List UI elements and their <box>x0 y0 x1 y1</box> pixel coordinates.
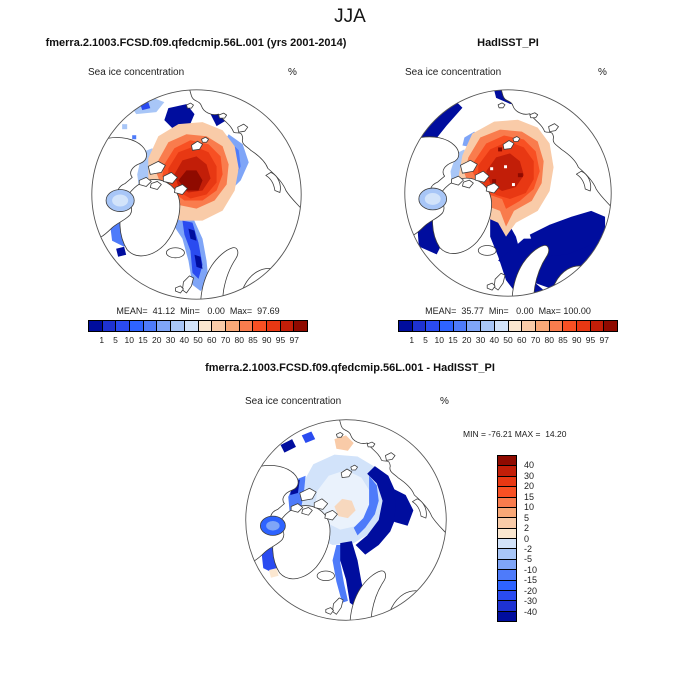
colorbar-segment <box>498 549 516 559</box>
colorbar-tick-label: 70 <box>220 335 231 345</box>
model-hudson-bay <box>106 189 134 211</box>
colorbar-tick-label: 5 <box>524 512 530 523</box>
colorbar-segment <box>550 321 564 331</box>
colorbar-segment <box>413 321 427 331</box>
colorbar-segment <box>130 321 144 331</box>
colorbar-tick-label: 40 <box>489 335 499 345</box>
colorbar-segment <box>498 456 516 466</box>
colorbar-segment <box>563 321 577 331</box>
colorbar-segment <box>577 321 591 331</box>
colorbar-tick-label: 10 <box>434 335 444 345</box>
colorbar-tick-label: 70 <box>530 335 541 345</box>
colorbar-tick-label: 50 <box>193 335 203 345</box>
colorbar-tick-label: 97 <box>599 335 609 345</box>
colorbar-tick-label: 50 <box>503 335 513 345</box>
colorbar-tick-label: 95 <box>275 335 286 345</box>
colorbar-segment <box>509 321 523 331</box>
diff-colorbar-ticks <box>524 455 550 622</box>
colorbar-tick-label: 90 <box>572 335 582 345</box>
colorbar-segment <box>171 321 185 331</box>
colorbar-tick-label: 5 <box>423 335 428 345</box>
colorbar-segment <box>240 321 254 331</box>
colorbar-tick-label: -20 <box>524 585 538 596</box>
colorbar-tick-label: 15 <box>448 335 458 345</box>
colorbar-segment <box>591 321 605 331</box>
colorbar-segment <box>281 321 295 331</box>
colorbar-segment <box>144 321 158 331</box>
colorbar-segment <box>498 487 516 497</box>
colorbar-segment <box>498 539 516 549</box>
colorbar-segment <box>103 321 117 331</box>
colorbar-segment <box>267 321 281 331</box>
model-stats: MEAN= 41.12 Min= 0.00 Max= 97.69 <box>116 306 280 316</box>
obs-stats: MEAN= 35.77 Min= 0.00 Max= 100.00 <box>425 306 591 316</box>
colorbar-tick-label: 15 <box>138 335 148 345</box>
obs-panel-title: HadISST_PI <box>477 37 539 49</box>
colorbar-tick-label: 85 <box>558 335 568 345</box>
colorbar-segment <box>426 321 440 331</box>
colorbar-segment <box>226 321 240 331</box>
model-map <box>90 88 303 301</box>
colorbar-segment <box>157 321 171 331</box>
diff-map <box>244 418 448 622</box>
colorbar-tick-label: -2 <box>524 543 533 554</box>
colorbar-segment <box>498 581 516 591</box>
colorbar-segment <box>212 321 226 331</box>
colorbar-segment <box>498 601 516 611</box>
colorbar-tick-label: -15 <box>524 575 538 586</box>
colorbar-segment <box>498 518 516 528</box>
colorbar-segment <box>498 570 516 580</box>
colorbar-tick-label: 60 <box>517 335 527 345</box>
colorbar-tick-label: -5 <box>524 554 533 565</box>
colorbar-tick-label: 20 <box>152 335 162 345</box>
diff-units-label: % <box>440 396 449 407</box>
colorbar-segment <box>89 321 103 331</box>
colorbar-tick-label: 80 <box>544 335 554 345</box>
colorbar-tick-label: 30 <box>475 335 486 345</box>
diff-field-label: Sea ice concentration <box>245 396 342 407</box>
obs-hudson-bay <box>419 188 447 210</box>
colorbar-segment <box>481 321 495 331</box>
colorbar-segment <box>498 560 516 570</box>
colorbar-tick-label: 30 <box>165 335 176 345</box>
colorbar-segment <box>495 321 509 331</box>
colorbar-segment <box>536 321 550 331</box>
model-colorbar <box>88 320 308 332</box>
obs-units-label: % <box>598 67 607 78</box>
colorbar-segment <box>294 321 307 331</box>
colorbar-segment <box>454 321 468 331</box>
colorbar-tick-label: 80 <box>234 335 244 345</box>
colorbar-segment <box>498 612 516 621</box>
diff-panel-title: fmerra.2.1003.FCSD.f09.qfedcmip.56L.001 - HadISST_PI <box>205 362 495 374</box>
colorbar-segment <box>253 321 267 331</box>
colorbar-tick-label: 95 <box>585 335 596 345</box>
colorbar-tick-label: 30 <box>524 470 535 481</box>
obs-map <box>403 88 613 298</box>
colorbar-tick-label: 90 <box>262 335 272 345</box>
diff-minmax: MIN = -76.21 MAX = 14.20 <box>463 429 567 439</box>
colorbar-tick-label: 15 <box>524 491 535 502</box>
colorbar-tick-label: -10 <box>524 564 538 575</box>
obs-colorbar-ticks <box>398 335 618 345</box>
season-title: JJA <box>334 6 366 27</box>
colorbar-tick-label: 97 <box>289 335 299 345</box>
colorbar-segment <box>498 466 516 476</box>
colorbar-segment <box>185 321 199 331</box>
model-colorbar-ticks <box>88 335 308 345</box>
colorbar-tick-label: 20 <box>462 335 472 345</box>
colorbar-tick-label: -40 <box>524 606 538 617</box>
colorbar-segment <box>399 321 413 331</box>
colorbar-tick-label: 10 <box>124 335 134 345</box>
colorbar-tick-label: 2 <box>524 523 530 534</box>
colorbar-tick-label: 10 <box>524 502 535 513</box>
diff-hudson-bay <box>260 516 285 535</box>
colorbar-segment <box>467 321 481 331</box>
colorbar-tick-label: 5 <box>113 335 118 345</box>
model-field-label: Sea ice concentration <box>88 67 185 78</box>
colorbar-tick-label: 20 <box>524 481 535 492</box>
colorbar-tick-label: 40 <box>524 460 535 471</box>
colorbar-segment <box>199 321 213 331</box>
model-units-label: % <box>288 67 297 78</box>
colorbar-tick-label: 85 <box>248 335 258 345</box>
colorbar-tick-label: -30 <box>524 596 538 607</box>
colorbar-segment <box>440 321 454 331</box>
colorbar-tick-label: 40 <box>179 335 189 345</box>
colorbar-segment <box>116 321 130 331</box>
colorbar-segment <box>522 321 536 331</box>
obs-field-label: Sea ice concentration <box>405 67 502 78</box>
colorbar-segment <box>498 591 516 601</box>
colorbar-tick-label: 60 <box>207 335 217 345</box>
diff-colorbar <box>497 455 517 622</box>
colorbar-tick-label: 1 <box>409 335 415 345</box>
colorbar-tick-label: 1 <box>99 335 105 345</box>
colorbar-segment <box>498 529 516 539</box>
colorbar-segment <box>498 498 516 508</box>
obs-colorbar <box>398 320 618 332</box>
colorbar-segment <box>498 508 516 518</box>
colorbar-tick-label: 0 <box>524 533 530 544</box>
colorbar-segment <box>604 321 617 331</box>
model-panel-title: fmerra.2.1003.FCSD.f09.qfedcmip.56L.001 (yrs 2001-2014) <box>45 37 347 49</box>
colorbar-segment <box>498 477 516 487</box>
